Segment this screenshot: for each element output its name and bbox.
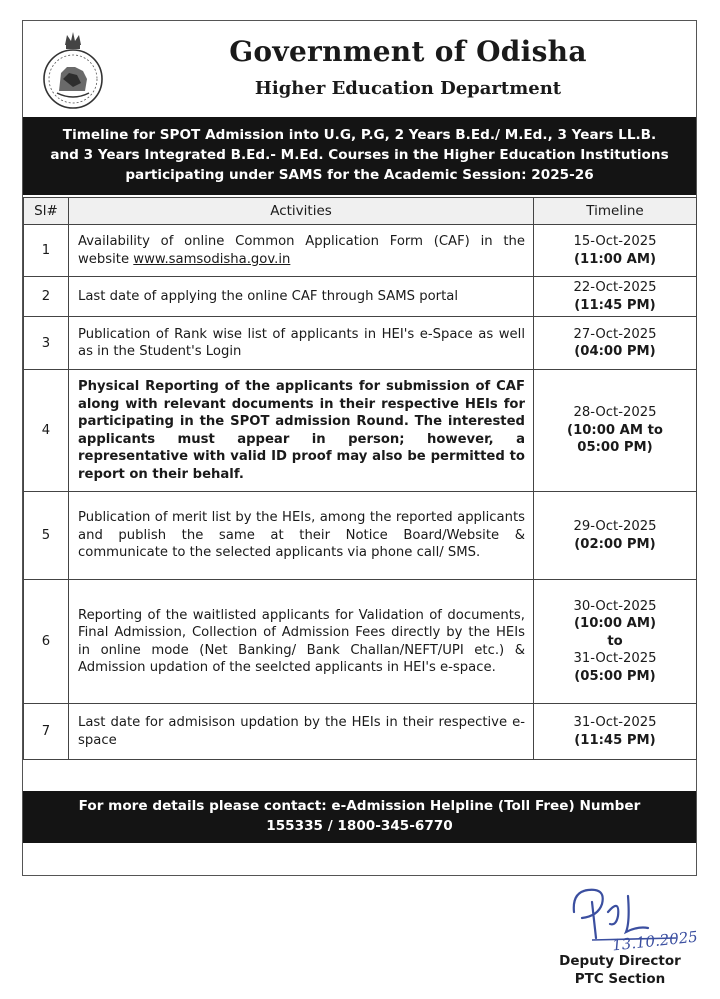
table-row xyxy=(24,277,697,317)
helpline-numbers: 155335 / 1800-345-6770 xyxy=(266,818,453,834)
timeline-date: 31-Oct-2025 xyxy=(573,651,657,667)
government-title: Government of Odisha xyxy=(229,35,587,68)
row-number: 3 xyxy=(24,317,69,370)
timeline-time: (11:45 PM) xyxy=(574,732,656,748)
activity-cell: Last date for admisison updation by the HEIs in their respective e-space xyxy=(69,704,534,760)
row-number: 5 xyxy=(24,492,69,580)
document-page xyxy=(22,20,697,876)
timeline-time: (05:00 PM) xyxy=(574,668,656,684)
activity-cell: Reporting of the waitlisted applicants for Validation of documents, Final Admission, Collection of Admission Fees directly by the HEIs in online mode (Net Banking/ Bank Challan/NEFT/UPI etc.) & Admission updation of the seelcted applicants in HEI's e-space. xyxy=(69,580,534,704)
letterhead xyxy=(23,21,696,116)
timeline-date: 30-Oct-2025 xyxy=(573,598,657,614)
activity-cell: Last date of applying the online CAF through SAMS portal xyxy=(69,277,534,317)
table-header-row xyxy=(24,198,697,225)
designation-title: Deputy Director xyxy=(559,953,681,969)
designation-section: PTC Section xyxy=(574,971,666,987)
timeline-time: (10:00 AM) xyxy=(574,616,656,632)
banner-line: and 3 Years Integrated B.Ed.- M.Ed. Courses in the Higher Education Institutions xyxy=(50,147,669,163)
row-number: 4 xyxy=(24,370,69,492)
activity-cell: Publication of merit list by the HEIs, among the reported applicants and publish the same at their Notice Board/Website & communicate to the selected applicants via phone call/ SMS. xyxy=(69,492,534,580)
timeline-banner xyxy=(23,117,696,195)
sl-header: Sl# xyxy=(24,198,69,225)
timeline-date: 31-Oct-2025 xyxy=(573,715,657,730)
timeline-cell xyxy=(534,225,697,277)
timeline-date: 15-Oct-2025 xyxy=(573,234,657,249)
row-number: 1 xyxy=(24,225,69,277)
timeline-header: Timeline xyxy=(534,198,697,225)
helpline-text: For more details please contact: e-Admission Helpline (Toll Free) Number xyxy=(78,798,641,814)
helpline-banner xyxy=(23,791,696,843)
signature-date: 13.10.2025 xyxy=(611,927,699,955)
odisha-emblem-icon xyxy=(39,29,107,113)
row-number: 2 xyxy=(24,277,69,317)
timeline-table xyxy=(23,197,697,760)
activities-header: Activities xyxy=(69,198,534,225)
timeline-time: (04:00 PM) xyxy=(574,344,656,359)
timeline-time: (02:00 PM) xyxy=(574,536,656,552)
sams-website-link[interactable]: www.samsodisha.gov.in xyxy=(133,251,291,267)
table-row xyxy=(24,704,697,760)
table-row xyxy=(24,580,697,704)
activity-cell: Publication of Rank wise list of applicants in HEI's e-Space as well as in the Student's Login xyxy=(69,317,534,370)
timeline-cell xyxy=(534,580,697,704)
timeline-time: (10:00 AM to 05:00 PM) xyxy=(567,422,663,456)
timeline-time: (11:00 AM) xyxy=(574,251,656,267)
banner-line: Timeline for SPOT Admission into U.G, P.G, 2 Years B.Ed./ M.Ed., 3 Years LL.B. xyxy=(62,127,657,143)
row-number: 7 xyxy=(24,704,69,760)
banner-line: participating under SAMS for the Academic Session: 2025-26 xyxy=(125,167,594,183)
table-row xyxy=(24,225,697,277)
timeline-date: 27-Oct-2025 xyxy=(573,326,657,342)
table-row xyxy=(24,317,697,370)
table-row xyxy=(24,492,697,580)
timeline-date: 28-Oct-2025 xyxy=(573,405,657,421)
activity-text: Availability of online Common Application Form (CAF) in the website xyxy=(78,234,525,267)
activity-cell xyxy=(69,225,534,277)
timeline-cell xyxy=(534,317,697,370)
table-row xyxy=(24,370,697,492)
signatory-designation xyxy=(540,952,700,988)
timeline-cell xyxy=(534,277,697,317)
timeline-cell xyxy=(534,492,697,580)
activity-cell: Physical Reporting of the applicants for submission of CAF along with relevant documents in their respective HEIs for participating in the SPOT admission Round. The interested applicants must appear in person; however, a representative with valid ID proof may also be permitted to report on their behalf. xyxy=(69,370,534,492)
timeline-cell xyxy=(534,370,697,492)
timeline-date: 29-Oct-2025 xyxy=(573,519,657,534)
timeline-date: 22-Oct-2025 xyxy=(573,280,657,295)
timeline-to: to xyxy=(607,633,623,649)
timeline-time: (11:45 PM) xyxy=(574,297,656,313)
row-number: 6 xyxy=(24,580,69,704)
department-title: Higher Education Department xyxy=(254,78,562,99)
timeline-cell xyxy=(534,704,697,760)
